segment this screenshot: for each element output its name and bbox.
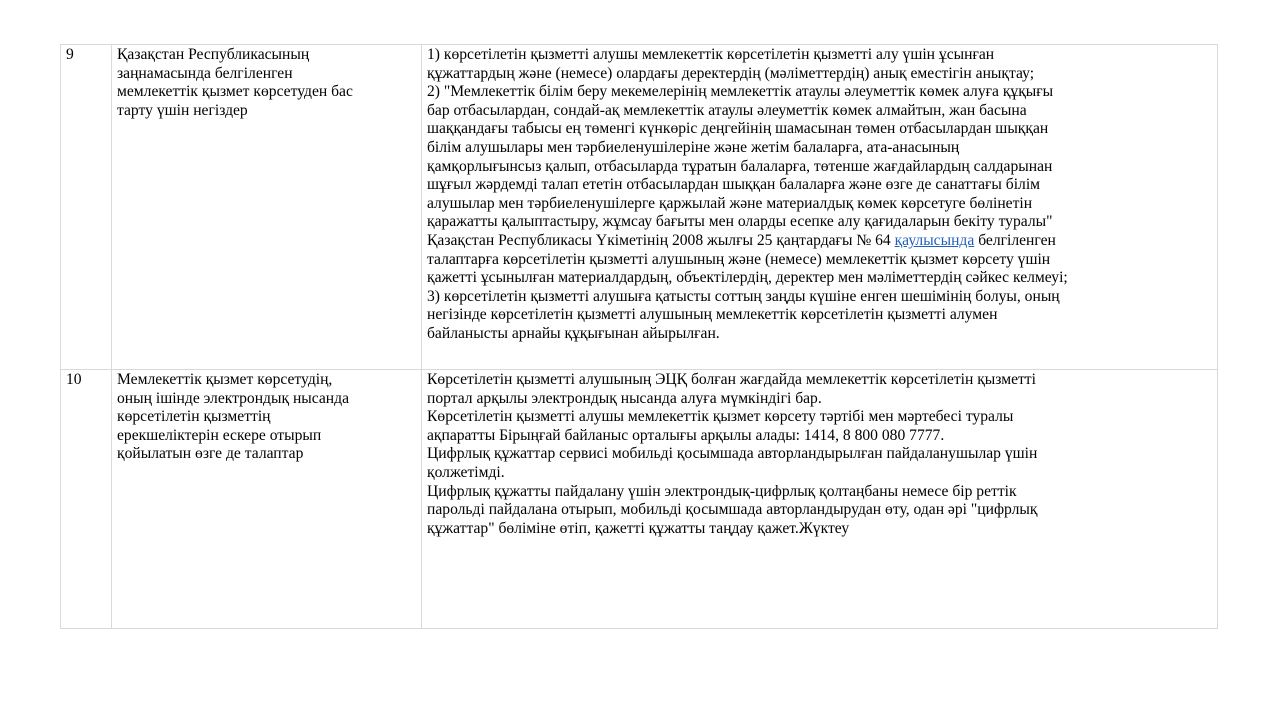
criterion-name-line: оның ішінде электрондық нысанда <box>117 389 350 407</box>
description-line: шұғыл жәрдемді талап ететін отбасылардан шыққан балаларға және өзге де санаттағы білім <box>427 176 1041 194</box>
resolution-link[interactable]: қаулысында <box>894 231 975 249</box>
description-line: негізінде көрсетілетін қызметті алушының мемлекеттік көрсетілетін қызметті алумен <box>427 306 998 324</box>
criterion-name-line: заңнамасында белгіленген <box>117 64 293 82</box>
description-text: Қазақстан Республикасы Үкіметінің 2008 жылғы 25 қаңтардағы № 64 <box>427 231 895 249</box>
description-line: құжаттар" бөліміне өтіп, қажетті құжатты таңдау қажет.Жүктеу <box>427 519 850 537</box>
criterion-name-line: көрсетілетін қызметтің <box>117 408 271 426</box>
description-line: Цифрлық құжаттар сервисі мобильді қосымшада авторландырылған пайдаланушылар үшін <box>427 445 1038 463</box>
description-line: талаптарға көрсетілетін қызметті алушының және (немесе) мемлекеттік қызмет көрсету үшін <box>427 250 1051 268</box>
description-line: Цифрлық құжатты пайдалану үшін электрондық-цифрлық қолтаңбаны немесе бір реттік <box>427 482 1017 500</box>
row-number: 9 <box>66 46 74 63</box>
criterion-description-cell <box>422 45 1218 370</box>
description-line: қаражатты қалыптастыру, жұмсау бағыты мен оларды есепке алу қағидаларын бекіту туралы" <box>427 213 1053 231</box>
description-line: 3) көрсетілетін қызметті алушыға қатысты соттың заңды күшіне енген шешімінің болуы, оның <box>427 287 1060 305</box>
row-number-cell <box>61 370 112 629</box>
description-line: шаққандағы табысы ең төменгі күнкөріс деңгейінің шамасынан төмен отбасылардан шыққан <box>427 120 1049 138</box>
description-line: қамқорлығынсыз қалып, отбасыларда тұратын балаларға, төтенше жағдайлардың салдарынан <box>427 157 1053 175</box>
description-line: 2) "Мемлекеттік білім беру мекемелерінің мемлекеттік атаулы әлеуметтік көмек алуға құқығы <box>427 83 1054 101</box>
description-line-with-link <box>427 232 1213 251</box>
description-line: парольді пайдалана отырып, мобильді қосымшада авторландырудан өту, одан әрі "цифрлық <box>427 501 1038 519</box>
description-line: қажетті ұсынылған материалдардың, объектілердің, деректер мен мәліметтердің сәйкес келмеуі; <box>427 269 1068 287</box>
row-number: 10 <box>66 371 82 388</box>
criterion-name-cell <box>112 45 422 370</box>
criterion-description-cell <box>422 370 1218 629</box>
description-line: ақпаратты Бірыңғай байланыс орталығы арқылы алады: 1414, 8 800 080 7777. <box>427 426 945 444</box>
description-line: алушылар мен тәрбиеленушілерге қаржылай және материалдық көмек көрсетуге бөлінетін <box>427 194 1033 212</box>
criterion-name-line: қойылатын өзге де талаптар <box>117 445 304 463</box>
description-line: қолжетімді. <box>427 463 505 481</box>
description-line: Көрсетілетін қызметті алушының ЭЦҚ болған жағдайда мемлекеттік көрсетілетін қызметті <box>427 371 1036 388</box>
table-row <box>61 370 1218 629</box>
criterion-name-line: Мемлекеттік қызмет көрсетудің, <box>117 371 333 388</box>
description-line: білім алушылары мен тәрбиеленушілеріне және жетім балаларға, ата-анасының <box>427 138 960 156</box>
description-line: 1) көрсетілетін қызметті алушы мемлекеттік көрсетілетін қызметті алу үшін ұсынған <box>427 46 995 63</box>
service-standard-table <box>60 44 1218 629</box>
table-row <box>61 45 1218 370</box>
description-line: Көрсетілетін қызметті алушы мемлекеттік қызмет көрсету тәртібі мен мәртебесі туралы <box>427 408 1014 426</box>
criterion-name-line: Қазақстан Республикасының <box>117 46 310 63</box>
description-line: портал арқылы электрондық нысанда алуға мүмкіндігі бар. <box>427 389 822 407</box>
row-number-cell <box>61 45 112 370</box>
criterion-name-line: ерекшеліктерін ескере отырып <box>117 426 322 444</box>
criterion-name-line: тарту үшін негіздер <box>117 101 248 119</box>
description-line: байланысты арнайы құқығынан айырылған. <box>427 324 720 342</box>
criterion-name-line: мемлекеттік қызмет көрсетуден бас <box>117 83 353 101</box>
description-text: белгіленген <box>974 231 1056 249</box>
description-line: бар отбасылардан, сондай-ақ мемлекеттік атаулы әлеуметтік көмек алмайтын, жан басына <box>427 101 1027 119</box>
description-line: құжаттардың және (немесе) олардағы деректердің (мәліметтердің) анық еместігін анықтау; <box>427 64 1035 82</box>
criterion-name-cell <box>112 370 422 629</box>
